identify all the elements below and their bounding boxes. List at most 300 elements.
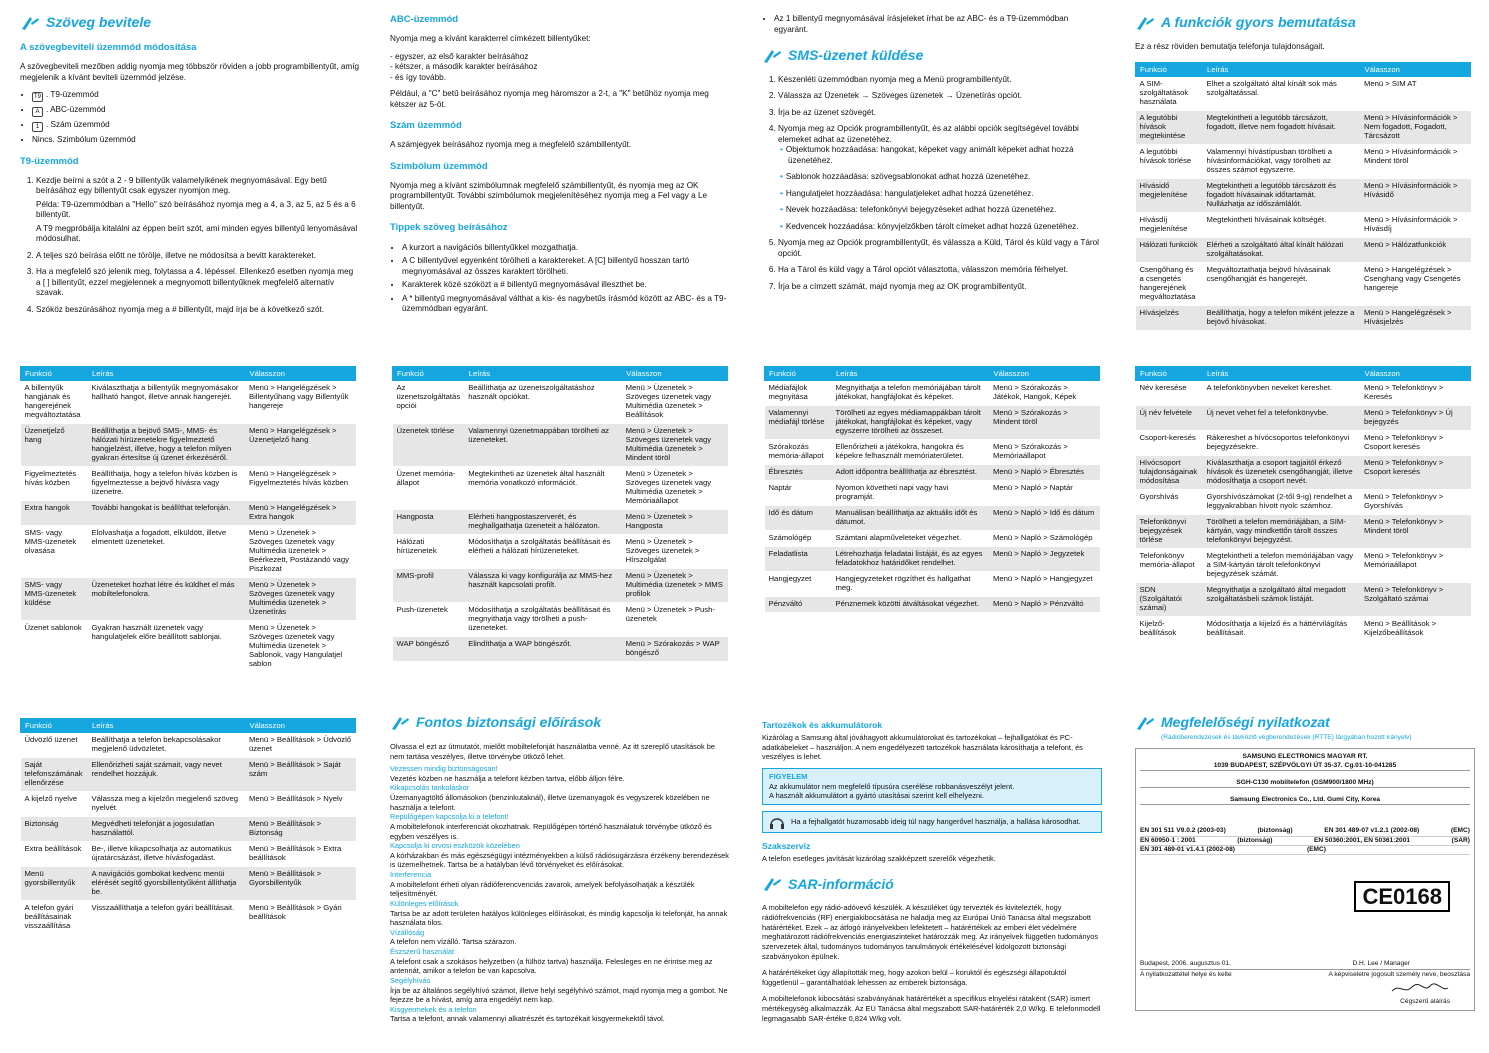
cell-select: Menü > SIM AT: [1360, 77, 1471, 111]
cell-function: A legutóbbi hívások megtekintése: [1136, 111, 1203, 145]
header-description: Leírás: [88, 367, 245, 381]
table-row: [1136, 617, 1471, 642]
function-table-6: [1135, 366, 1471, 642]
company-address: 1039 BUDAPEST, SZÉPVÖLGYI ÚT 35-37. Cg.01-10-041285: [1140, 762, 1470, 771]
ce-mark: CE0168: [1354, 881, 1450, 913]
header-select: Válasszon: [245, 367, 356, 381]
safety-heading: Interferencia: [390, 870, 432, 880]
cell-function: Csengőhang és a csengetés hangerejének megváltoztatása: [1136, 263, 1203, 306]
cell-description: Beállíthatja, hogy a telefon hívás közben is figyelmeztesse a bejövő hívásra vagy üzenetre.: [88, 467, 245, 501]
header-select: Válasszon: [1360, 63, 1471, 77]
standard-cell: EN 60950-1 : 2001: [1140, 836, 1196, 844]
step-item: 1. Készenléti üzemmódban nyomja meg a Menü programbillentyűt.: [778, 75, 1102, 86]
safety-heading: Kikapcsolás tankoláskor: [390, 783, 470, 793]
table-row: [21, 901, 356, 935]
safety-text: A mobiltelefonok interferenciát okozhatnak. Repülőgépen történő használatuk törvénybe ütköző és egyben veszélyes is.: [390, 821, 712, 841]
cell-select: Menü > Beállítások > Gyári beállítások: [245, 901, 356, 935]
cell-description: Elhet a szolgáltató által kínált sok más szolgáltatással.: [1203, 77, 1360, 111]
cell-description: Elérheti hangpostaszerverét, és meghallgathatja üzeneteit a hálózaton.: [464, 510, 621, 535]
cell-select: Menü > Hívásinformációk > Hívásidő: [1360, 179, 1471, 213]
cell-description: Beállíthatja az üzenetszolgáltatáshoz használt opciókat.: [464, 381, 621, 424]
safety-text: Üzemanyagtöltő állomásokon (benzinkutaknál), illetve üzemanyagok és vegyszerek közelében ne használja a telefont.: [390, 793, 710, 812]
safety-heading: Kisgyermekek és a telefon: [390, 1004, 477, 1014]
warning-title: FIGYELEM: [769, 771, 808, 781]
section-title-sar: [762, 876, 1102, 894]
cell-function: Név keresése: [1136, 381, 1203, 406]
tips-list: [390, 243, 730, 315]
table-row: [1136, 238, 1471, 263]
safety-text: Tartsa a telefont, annak valamennyi alkatrészét és tartozékait kisgyermekektől távol.: [390, 1014, 665, 1024]
cell-description: Új nevet vehet fel a telefonkönyvbe.: [1203, 406, 1360, 431]
table-row: [1136, 179, 1471, 213]
cell-function: A SIM-szolgáltatások használata: [1136, 77, 1203, 111]
cell-select: Menü > Hívásinformációk > Hívásdíj: [1360, 213, 1471, 238]
signer-name: D.H. Lee / Manager: [1352, 960, 1410, 968]
table-row: [21, 867, 356, 901]
table-row: [1136, 213, 1471, 238]
cell-select: Menü > Hálózatfunkciók: [1360, 238, 1471, 263]
standard-cell: EN 301 489-07 v1.2.1 (2002-08): [1324, 827, 1420, 835]
standard-row: [1140, 827, 1470, 836]
signature-scribble-icon: [1390, 983, 1450, 995]
table-row: [1136, 583, 1471, 617]
t9-key-icon: T9: [33, 94, 41, 101]
brush-icon: [762, 876, 782, 892]
safety-heading: Vezessen mindig biztonságosan!: [390, 764, 498, 774]
cell-function: SDN (Szolgáltatói számai): [1136, 583, 1203, 617]
function-table-1: [20, 366, 356, 673]
section-title-sms: [762, 47, 1102, 65]
abc-key-icon: A: [32, 107, 43, 117]
symbol-text: Nyomja meg a kívánt szimbólumnak megfelelő számbillentyűt, és nyomja meg az OK programbillentyűt. További szimbólumok megjelenítéséhez nyomja meg a Fel vagy a Le billentyűt.: [390, 180, 708, 211]
cell-description: Kiválaszthatja a billentyűk megnyomásakor hallható hangot, illetve annak hangerejét.: [88, 381, 245, 424]
standard-cell: EN 301 489-01 v1.4.1 (2002-08): [1140, 845, 1235, 853]
abc-example: Például, a "C" betű beírásához nyomja meg háromszor a 2-t, a "K" betűhöz nyomja meg kétszer az 5-öt.: [390, 89, 709, 109]
header-function: Funkció: [21, 719, 88, 733]
header-function: Funkció: [1136, 367, 1203, 381]
step-text: Kezdje beírni a szót a 2 - 9 billentyűk valamelyikének megnyomásával. Egy betű beírásához egy billentyűt csak egyszer nyomjon meg.: [36, 175, 327, 196]
cell-function: Extra hangok: [21, 501, 88, 526]
table-row: [1136, 549, 1471, 583]
cell-function: WAP böngésző: [393, 637, 465, 662]
cell-select: Menü > Telefonkönyv > Szolgáltató számai: [1360, 583, 1471, 617]
cell-description: Rákereshet a hívócsoportos telefonkönyvi bejegyzésekre.: [1203, 431, 1360, 456]
cell-function: Push-üzenetek: [393, 603, 465, 637]
tip-item: • A C billentyűvel egyenként törölheti a karaktereket. A [C] billentyű hosszan tartó megnyomásával az összes karaktert törölheti.: [402, 256, 730, 277]
cell-function: Új név felvétele: [1136, 406, 1203, 431]
cell-description: Elindíthatja a WAP böngészőt.: [464, 637, 621, 662]
cell-select: Menü > Napló > Ébresztés: [989, 465, 1100, 481]
step-item: 4. Szóköz beszúrásához nyomja meg a # billentyűt, majd írja be a következő szót.: [36, 305, 360, 316]
header-function: Funkció: [393, 367, 465, 381]
safety-intro: Olvassa el ezt az útmutatót, mielőtt mobiltelefonját használatba venné. Az itt szereplő utasítások be nem tartása veszélyes, illetve törvénybe ütköző lehet.: [390, 741, 715, 761]
table-row: [1136, 77, 1471, 111]
header-function: Funkció: [1136, 63, 1203, 77]
mode-item: [32, 90, 360, 102]
cell-description: Megtekintheti a telefon memóriájában vagy a SIM-kártyán tárolt telefonkönyvi bejegyzések számát.: [1203, 549, 1360, 583]
step-item: 2. Válassza az Üzenetek → Szöveges üzenetek → Üzenetírás opciót.: [778, 91, 1102, 102]
mode-item: [32, 105, 360, 117]
option-item: • Kedvencek hozzáadása: könyvjelzőkben tárolt címeket adhat hozzá üzenetéhez.: [788, 222, 1102, 233]
cell-description: Gyorshívószámokat (2-től 9-ig) rendelhet a leggyakrabban hívott nyolc számhoz.: [1203, 490, 1360, 515]
table-row: [765, 572, 1100, 597]
signature-label: Cégszerű aláírás: [1400, 998, 1450, 1006]
standard-cell: (biztonság): [1257, 827, 1293, 835]
cell-description: Gyakran használt üzenetek vagy hangulatjelek előre beállított sablonjai.: [88, 621, 245, 673]
cell-description: Létrehozhatja feladatai listáját, és az egyes feladatokhoz határidőket rendelhet.: [832, 547, 989, 572]
cell-select: Menü > Hangelégzések > Hívásjelzés: [1360, 306, 1471, 331]
tip-item: • A kurzort a navigációs billentyűkkel mozgathatja.: [402, 243, 730, 254]
warning-box: [762, 768, 1102, 805]
table-row: [1136, 431, 1471, 456]
table-row: [765, 406, 1100, 440]
sar-paragraph: A határértékeket úgy állapították meg, hogy azokon belül – koruktól és egészségi állapotuktól függetlenül – garantálhatóak lehessen az emberek biztonsága.: [762, 968, 1067, 987]
cell-function: Üzenetek törlése: [393, 424, 465, 467]
cell-select: Menü > Telefonkönyv > Mindent töröl: [1360, 515, 1471, 549]
cell-select: Menü > Szórakozás > Mindent töröl: [989, 406, 1100, 440]
mode-item: [32, 135, 360, 146]
heading-service: Szakszerviz: [762, 840, 811, 851]
cell-function: A legutóbbi hívások törlése: [1136, 145, 1203, 179]
heading-number: Szám üzemmód: [390, 120, 462, 132]
cell-select: Menü > Üzenetek > Multimédia üzenetek > MMS profilok: [622, 569, 728, 603]
header-select: Válasszon: [989, 367, 1100, 381]
cell-function: Biztonság: [21, 817, 88, 842]
cell-select: Menü > Beállítások > Gyorsbillentyűk: [245, 867, 356, 901]
cell-function: Üzenet sablonok: [21, 621, 88, 673]
step-text: Nyomja meg az Opciók programbillentyűt, és az alábbi opciók segítségével további elemeket adhat az üzenetéhez.: [778, 124, 1079, 144]
safety-text: A telefon nem vízálló. Tartsa szárazon.: [390, 937, 517, 947]
cell-description: Visszaállíthatja a telefon gyári beállításait.: [88, 901, 245, 935]
table-row: [765, 506, 1100, 531]
cell-description: Megnyithatja a telefon memóriájában tárolt játékokat, hangfájlokat és képeket.: [832, 381, 989, 406]
cell-description: Nyomon követheti napi vagy havi programját.: [832, 481, 989, 506]
header-function: Funkció: [21, 367, 88, 381]
mode-label: . T9-üzemmód: [46, 90, 99, 100]
cell-description: Pénznemek közötti átváltásokat végezhet.: [832, 597, 989, 613]
cell-function: Idő és dátum: [765, 506, 832, 531]
cell-select: Menü > Szórakozás > WAP böngésző: [622, 637, 728, 662]
cell-description: Elolvashatja a fogadott, elküldött, illetve elmentett üzeneteket.: [88, 526, 245, 578]
cell-description: Valamennyi hívástípusban törölheti a hívásinformációkat, vagy törölheti az összes számot egyszerre.: [1203, 145, 1360, 179]
cell-select: Menü > Üzenetek > Szöveges üzenetek vagy Multimédia üzenetek > Sablonok, vagy Hangulatjel sablon: [245, 621, 356, 673]
standard-cell: (biztonság): [1237, 836, 1273, 844]
top-bullet: [762, 14, 1102, 35]
cell-description: Üzeneteket hozhat létre és küldhet el más mobiltelefonokra.: [88, 578, 245, 621]
table-row: [1136, 381, 1471, 406]
option-item: • Hangulatjelet hozzáadása: hangulatjeleket adhat hozzá üzenetéhez.: [788, 189, 1102, 200]
accessories-section: [762, 712, 1102, 1030]
cell-function: Hálózati funkciók: [1136, 238, 1203, 263]
cell-function: Ébresztés: [765, 465, 832, 481]
safety-heading: Segélyhívás: [390, 975, 431, 985]
cell-description: Kiválaszthatja a csoport tagjaitól érkező hívások és üzenetek csengőhangját, illetve módosíthatja a csoport nevét.: [1203, 456, 1360, 490]
section-title-safety: [390, 714, 730, 732]
cell-function: Gyorshívás: [1136, 490, 1203, 515]
cell-select: Menü > Beállítások > Extra beállítások: [245, 842, 356, 867]
standard-row: [1140, 837, 1470, 846]
table-row: [21, 501, 356, 526]
cell-select: Menü > Beállítások > Biztonság: [245, 817, 356, 842]
headphone-icon: [769, 815, 785, 829]
function-table-2: [20, 718, 356, 935]
hearing-warning-text: Ha a fejhallgatót huzamosabb ideig túl nagy hangerővel használja, a hallása károsodhat.: [791, 817, 1081, 827]
cell-select: Menü > Üzenetek > Szöveges üzenetek > Hírszolgálat: [622, 535, 728, 569]
bullet-item: • Az 1 billentyű megnyomásával írásjeleket írhat be az ABC- és a T9-üzemmódban egyaránt.: [774, 14, 1102, 35]
mode-list: [20, 90, 360, 146]
brush-icon: [1135, 15, 1155, 31]
column-1: [20, 8, 360, 321]
cell-select: Menü > Napló > Hangjegyzet: [989, 572, 1100, 597]
safety-text: Tartsa be az adott területen hatályos különleges előírásokat, és mindig kapcsolja ki telefonját, ha annak használata tilos.: [390, 908, 728, 928]
cell-select: Menü > Hívásinformációk > Mindent töröl: [1360, 145, 1471, 179]
table-row: [21, 733, 356, 758]
cell-function: Hangjegyzet: [765, 572, 832, 597]
cell-function: Üzenetjelző hang: [21, 424, 88, 467]
tip-item: • A * billentyű megnyomásával válthat a kis- és nagybetűs írásmód között az ABC- és a T9-üzemmódban egyaránt.: [402, 294, 730, 315]
step-item: [778, 124, 1102, 232]
safety-text: A telefont csak a szokásos helyzetben (a fülhöz tartva) használja. Felesleges en ne érintse meg az antennát, amikor a telefon be van kapcsolva.: [390, 956, 713, 976]
safety-heading: Különleges előírások: [390, 898, 459, 908]
function-table-4: [764, 366, 1100, 613]
safety-text: A kórházakban és más egészségügyi intézményekben a külső rádiósugárzásra érzékeny berendezések is üzemelhetnek. Tartsa be a hatályban lévő törvényeket és előírásokat.: [390, 850, 729, 870]
table-row: [393, 637, 728, 662]
cell-description: Beállíthatja a bejövő SMS-, MMS- és hálózati hírüzenetekre figyelmeztető hangjelzést, illetve, hogy a telefon milyen gyakran értesítse új üzenet érkezéséről.: [88, 424, 245, 467]
abc-intro: Nyomja meg a kívánt karakterrel címkézett billentyűket:: [390, 34, 591, 44]
sar-paragraph: A mobiltelefonok kibocsátási szabványának határértékét a specifikus elnyelési rátaként (SAR) ismert mértékegység alkalmazzák. Az EU Tanácsa által megszabott SAR-határérték 2,0 W/kg. E telefonmodell legmagasabb SAR-értéke 0,824 W/kg volt.: [762, 994, 1101, 1023]
cell-function: Üzenet memória-állapot: [393, 467, 465, 510]
cell-select: Menü > Üzenetek > Push-üzenetek: [622, 603, 728, 637]
table-row: [21, 842, 356, 867]
cell-function: Üdvözlő üzenet: [21, 733, 88, 758]
table-row: [393, 381, 728, 424]
title-label: Szöveg bevitele: [46, 14, 152, 30]
step-item: 6. Ha a Tárol és küld vagy a Tárol opciót választotta, válasszon memória férhelyet.: [778, 265, 1102, 276]
table-row: [393, 510, 728, 535]
cell-function: A billentyűk hangjának és hangerejének megváltoztatása: [21, 381, 88, 424]
standard-cell: (EMC): [1306, 845, 1326, 853]
option-item: • Sablonok hozzáadása: szövegsablonokat adhat hozzá üzenetéhez.: [788, 172, 1102, 183]
table-row: [21, 526, 356, 578]
cell-description: Megváltoztathatja bejövő hívásainak csengőhangját és hangerejét.: [1203, 263, 1360, 306]
cell-description: Megnyithatja a szolgáltató által megadott szolgáltatásbeli számok listáját.: [1203, 583, 1360, 617]
safety-heading: Kapcsolja ki orvosi eszközök közelében: [390, 841, 520, 851]
heading-symbol: Szimbólum üzemmód: [390, 160, 488, 172]
column-3: [762, 8, 1102, 298]
cell-description: Manuálisan beállíthatja az aktuális időt és dátumot.: [832, 506, 989, 531]
cell-description: A navigációs gombokat kedvenc menüi elérését segítő gyorsbillentyűként állíthatja be.: [88, 867, 245, 901]
cell-select: Menü > Beállítások > Üdvözlő üzenet: [245, 733, 356, 758]
table-row: [765, 481, 1100, 506]
cell-select: Menü > Napló > Számológép: [989, 531, 1100, 547]
cell-description: Beállíthatja, hogy a telefon miként jelezze a bejövő hívásokat.: [1203, 306, 1360, 331]
header-select: Válasszon: [1360, 367, 1471, 381]
heading-abc: ABC-üzemmód: [390, 14, 459, 25]
table-row: [393, 424, 728, 467]
cell-function: Kijelző-beállítások: [1136, 617, 1203, 642]
header-description: Leírás: [1203, 63, 1360, 77]
cell-function: Számológép: [765, 531, 832, 547]
cell-select: Menü > Telefonkönyv > Keresés: [1360, 381, 1471, 406]
cell-function: Szórakozás memória-állapot: [765, 440, 832, 465]
overview-intro: Ez a rész röviden bemutatja telefonja tulajdonságait.: [1135, 41, 1325, 51]
section-title-quick-overview: [1135, 14, 1475, 32]
mode-label: Nincs. Szimbólum üzemmód: [32, 135, 136, 145]
table-row: [1136, 456, 1471, 490]
cell-function: SMS- vagy MMS-üzenetek olvasása: [21, 526, 88, 578]
cell-description: Módosíthatja a kijelző és a háttérvilágítás beállításait.: [1203, 617, 1360, 642]
cell-description: Törölheti a telefon memóriájában, a SIM-kártyán, vagy mindkettőn tárolt összes telefonkönyvi bejegyzést.: [1203, 515, 1360, 549]
table-row: [765, 381, 1100, 406]
service-text: A telefon esetleges javítását kizárólag szakképzett szerelők végezhetik.: [762, 853, 996, 863]
table-row: [765, 440, 1100, 465]
ce-mark-wrap: [1140, 881, 1450, 913]
step-item: 3. Írja be az üzenet szövegét.: [778, 108, 1102, 119]
warning-line: A használt akkumulátort a gyártó utasításai szerint kell elhelyezni.: [769, 791, 984, 801]
cell-select: Menü > Hívásinformációk > Nem fogadott, Fogadott, Tárcsázott: [1360, 111, 1471, 145]
table-row: [1136, 111, 1471, 145]
table-row: [1136, 145, 1471, 179]
cell-select: Menü > Telefonkönyv > Memóriaállapot: [1360, 549, 1471, 583]
cell-function: Menü gyorsbillentyűk: [21, 867, 88, 901]
cell-function: Feladatlista: [765, 547, 832, 572]
safety-text: Vezetés közben ne használja a telefont kézben tartva, előbb álljon félre.: [390, 773, 625, 783]
cell-description: Adott időpontra beállíthatja az ébresztést.: [832, 465, 989, 481]
cell-select: Menü > Hangelégzések > Üzenetjelző hang: [245, 424, 356, 467]
table-row: [765, 597, 1100, 613]
signature-row: [1140, 960, 1470, 968]
safety-section: [390, 708, 730, 1024]
mode-item: [32, 120, 360, 132]
cell-select: Menü > Napló > Pénzváltó: [989, 597, 1100, 613]
cell-description: Ellenőrizheti a játékokra, hangokra és képekre felhasznált memóriaterületet.: [832, 440, 989, 465]
function-table-5: [1135, 62, 1471, 331]
header-function: Funkció: [765, 367, 832, 381]
cell-function: Extra beállítások: [21, 842, 88, 867]
cell-description: Számtani alapműveleteket végezhet.: [832, 531, 989, 547]
header-description: Leírás: [88, 719, 245, 733]
accessories-text: Kizárólag a Samsung által jóváhagyott akkumulátorokat és tartozékokat – fejhallgatókat és PC-adatkábeleket – használjon. A nem engedélyezett tartozékok használata károsíthatja a telefont, és veszélyes is lehet.: [762, 733, 1083, 762]
brush-icon: [762, 48, 782, 64]
abc-line: - egyszer, az első karakter beírásához: [390, 51, 529, 61]
cell-description: Megtekintheti az üzenetek által használt memória vonatkozó információt.: [464, 467, 621, 510]
table-row: [765, 547, 1100, 572]
abc-line: - és így tovább.: [390, 72, 446, 82]
cell-function: Valamennyi médiafájl törlése: [765, 406, 832, 440]
abc-line: - kétszer, a második karakter beírásához: [390, 62, 538, 72]
brush-icon: [390, 715, 410, 731]
cell-description: Megtekintheti a legutóbb tárcsázott és fogadott hívásainak időtartamát. Nullázhatja az időszámlálót.: [1203, 179, 1360, 213]
heading-accessories: Tartozékok és akkumulátorok: [762, 720, 883, 730]
heading-t9: T9-üzemmód: [20, 155, 79, 167]
step-item: [36, 176, 360, 245]
title-label: Megfelelőségi nyilatkozat: [1161, 714, 1330, 730]
cell-select: Menü > Telefonkönyv > Új bejegyzés: [1360, 406, 1471, 431]
section-title-text-entry: [20, 14, 360, 32]
cell-description: Hangjegyzeteket rögzíthet és hallgathat meg.: [832, 572, 989, 597]
step-item: 7. Írja be a címzett számát, majd nyomja meg az OK programbillentyűt.: [778, 282, 1102, 293]
brush-icon: [1135, 715, 1155, 731]
cell-select: Menü > Napló > Jegyzetek: [989, 547, 1100, 572]
safety-list: [390, 764, 730, 1024]
cell-select: Menü > Hangelégzések > Billentyűhang vagy Billentyűk hangereje: [245, 381, 356, 424]
section-title-declaration: [1135, 714, 1475, 732]
cell-select: Menü > Telefonkönyv > Gyorshívás: [1360, 490, 1471, 515]
t9-steps: [20, 176, 360, 316]
cell-description: Törölheti az egyes médiamappákban tárolt játékokat, hangfájlokat és képeket, vagy egyszerre törölheti az összeset.: [832, 406, 989, 440]
cell-function: Saját telefonszámának ellenőrzése: [21, 758, 88, 792]
cell-description: Megvédheti telefonját a jogosulatlan használattól.: [88, 817, 245, 842]
t9-example: Példa: T9-üzemmódban a "Hello" szó beírásához nyomja meg a 4, a 3, az 5, az 5 és a 6 billentyűt.: [36, 199, 356, 220]
standard-cell: (EMC): [1450, 827, 1470, 835]
sms-options: [778, 145, 1102, 232]
cell-select: Menü > Üzenetek > Szöveges üzenetek vagy Multimédia üzenetek > Beérkezett, Postázandó vagy Piszkozat: [245, 526, 356, 578]
place-date: Budapest, 2006. augusztus 01.: [1140, 960, 1231, 968]
declaration-subtitle: (Rádióberendezések és távközlő végberendezések (RTTE) tárgyában hozott irányelv): [1161, 733, 1412, 741]
header-select: Válasszon: [245, 719, 356, 733]
table-row: [393, 569, 728, 603]
table-row: [1136, 306, 1471, 331]
cell-function: Hívásidő megjelenítése: [1136, 179, 1203, 213]
brush-icon: [20, 15, 40, 31]
cell-select: Menü > Üzenetek > Szöveges üzenetek vagy Multimédia üzenetek > Memóriaállapot: [622, 467, 728, 510]
column-2: [390, 8, 730, 321]
safety-heading: Vízállóság: [390, 927, 425, 937]
cell-description: Módosíthatja a szolgáltatás beállításait és megnyithatja vagy törölheti a push-üzeneteket.: [464, 603, 621, 637]
cell-description: Módosíthatja a szolgáltatás beállításait és elérheti a hálózati hírüzeneteket.: [464, 535, 621, 569]
cell-select: Menü > Hangelégzések > Figyelmeztetés hívás közben: [245, 467, 356, 501]
table-row: [393, 603, 728, 637]
tip-item: • Karakterek közé szóközt a # billentyű megnyomásával illeszthet be.: [402, 280, 730, 291]
header-description: Leírás: [1203, 367, 1360, 381]
sms-steps: [762, 75, 1102, 293]
cell-select: Menü > Telefonkönyv > Csoport keresés: [1360, 456, 1471, 490]
product-model: SGH-C130 mobiltelefon (GSM900/1800 MHz): [1140, 779, 1470, 788]
table-row: [1136, 406, 1471, 431]
cell-function: Hívócsoport tulajdonságainak módosítása: [1136, 456, 1203, 490]
cell-function: Hívásjelzés: [1136, 306, 1203, 331]
manufacturer: Samsung Electronics Co., Ltd. Gumi City, Korea: [1140, 796, 1470, 805]
cell-description: Válassza ki vagy konfigurálja az MMS-hez használt kapcsolati profilt.: [464, 569, 621, 603]
declaration-section: [1135, 708, 1475, 1011]
table-row: [21, 578, 356, 621]
table-row: [21, 792, 356, 817]
header-description: Leírás: [464, 367, 621, 381]
cell-select: Menü > Üzenetek > Hangposta: [622, 510, 728, 535]
title-label: A funkciók gyors bemutatása: [1161, 14, 1356, 30]
cell-function: Csoport-keresés: [1136, 431, 1203, 456]
cell-function: Médiafájlok megnyitása: [765, 381, 832, 406]
table-row: [765, 531, 1100, 547]
heading-mode-change: A szövegbeviteli üzemmód módosítása: [20, 41, 197, 53]
cell-select: Menü > Hangelégzések > Extra hangok: [245, 501, 356, 526]
cell-function: Hívásdíj megjelenítése: [1136, 213, 1203, 238]
option-item: • Objektumok hozzáadása: hangokat, képeket vagy animált képeket adhat hozzá üzenetéhez.: [788, 145, 1102, 166]
mode-label: . ABC-üzemmód: [46, 105, 106, 115]
cell-function: Hálózati hírüzenetek: [393, 535, 465, 569]
cell-select: Menü > Napló > Idő és dátum: [989, 506, 1100, 531]
cell-select: Menü > Telefonkönyv > Csoport keresés: [1360, 431, 1471, 456]
cell-select: Menü > Beállítások > Kijelzőbeállítások: [1360, 617, 1471, 642]
table-row: [393, 467, 728, 510]
column-4: [1135, 8, 1475, 59]
safety-heading: Észszerű használat: [390, 947, 455, 957]
step-item: 3. Ha a megfelelő szó jelenik meg, folytassa a 4. lépéssel. Ellenkező esetben nyomja meg a [ ] billentyűt, ezzel megjelennek a megnyomott billentyűknek megfelelő alternatív szavak.: [36, 267, 360, 299]
signer-label: A képviseletre jogosult személy neve, beosztása: [1328, 970, 1470, 978]
cell-description: További hangokat is beállíthat telefonján.: [88, 501, 245, 526]
cell-function: Pénzváltó: [765, 597, 832, 613]
cell-select: Menü > Üzenetek > Szöveges üzenetek vagy Multimédia üzenetek > Üzenetírás: [245, 578, 356, 621]
